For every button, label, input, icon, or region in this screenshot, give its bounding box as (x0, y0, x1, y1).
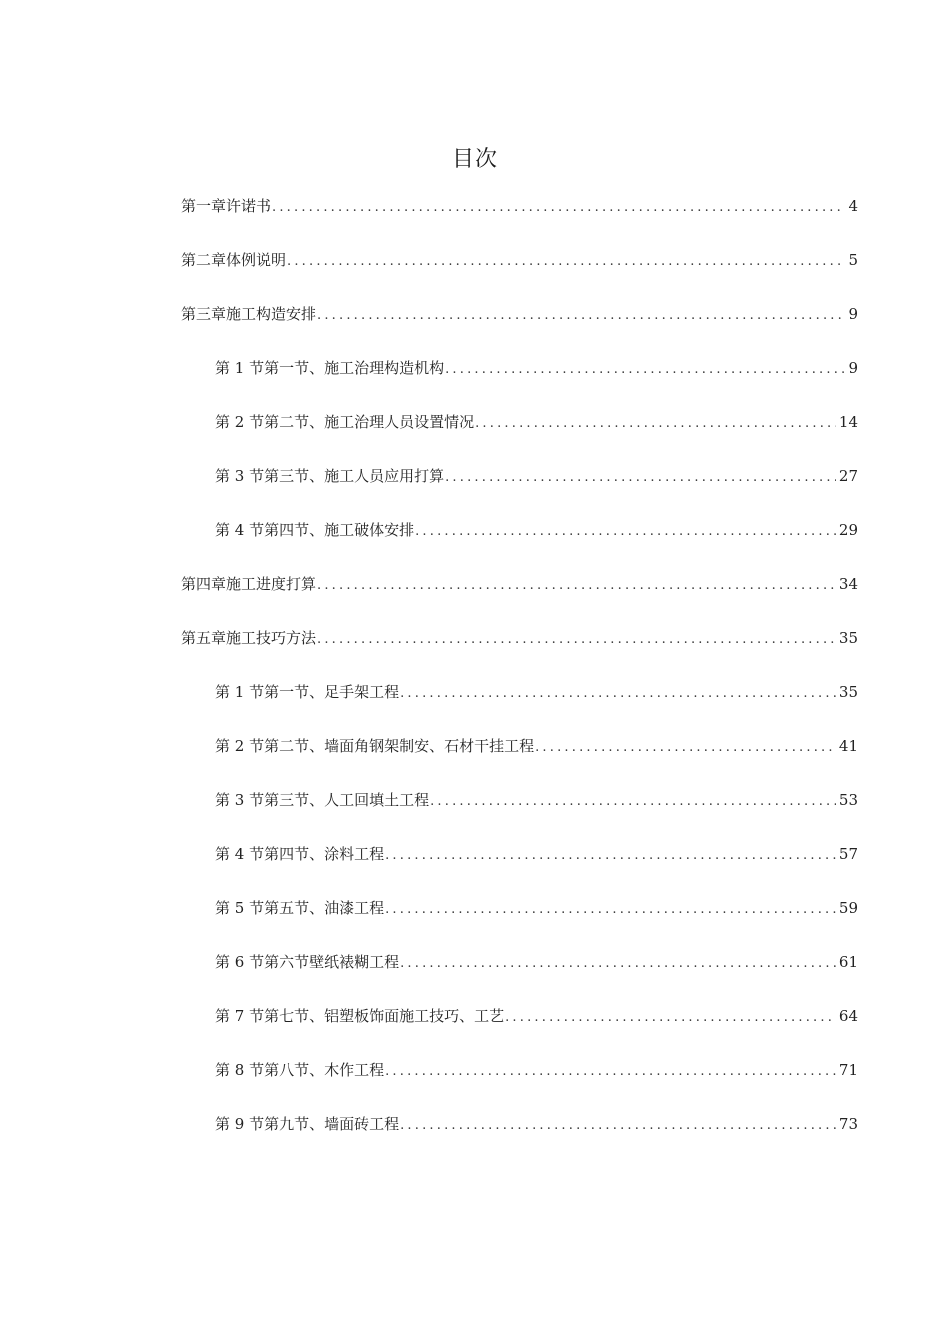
toc-entry-label: 第 4 节第四节、施工破体安排 (215, 521, 415, 539)
toc-entry-label: 第 6 节第六节壁纸裱糊工程 (215, 953, 400, 971)
toc-page-number: 14 (838, 413, 858, 431)
toc-entry-section-5-1[interactable] (215, 680, 858, 704)
toc-dot-leader (445, 358, 845, 382)
toc-entry-chapter-3[interactable] (181, 302, 858, 326)
toc-dot-leader (400, 1114, 836, 1138)
toc-entry-label: 第 8 节第八节、木作工程 (215, 1061, 385, 1079)
toc-entry-label: 第一章许诺书 (181, 197, 272, 215)
toc-page-number: 57 (838, 845, 858, 863)
toc-page-number: 59 (838, 899, 858, 917)
toc-page-number: 35 (838, 683, 858, 701)
toc-entry-section-3-1[interactable] (215, 356, 858, 380)
page-title: 目次 (451, 147, 498, 172)
toc-page-number: 61 (838, 953, 858, 971)
toc-entry-label: 第 7 节第七节、铝塑板饰面施工技巧、工艺 (215, 1007, 505, 1025)
toc-entry-label: 第二章体例说明 (181, 251, 287, 269)
toc-page-number: 9 (848, 359, 858, 377)
toc-dot-leader (317, 304, 845, 328)
toc-page-number: 35 (838, 629, 858, 647)
toc-page-number: 5 (848, 251, 858, 269)
toc-dot-leader (430, 790, 836, 814)
toc-entry-chapter-4[interactable] (181, 572, 858, 596)
toc-dot-leader (385, 1060, 836, 1084)
toc-entry-label: 第 3 节第三节、人工回填土工程 (215, 791, 430, 809)
toc-dot-leader (475, 412, 836, 436)
toc-dot-leader (400, 682, 836, 706)
toc-entry-section-5-2[interactable] (215, 734, 858, 758)
toc-dot-leader (287, 250, 845, 274)
toc-entry-section-3-2[interactable] (215, 410, 858, 434)
toc-entry-label: 第三章施工构造安排 (181, 305, 317, 323)
toc-entry-label: 第四章施工进度打算 (181, 575, 317, 593)
toc-entry-section-5-5[interactable] (215, 896, 858, 920)
toc-entry-label: 第 2 节第二节、施工治理人员设置情况 (215, 413, 475, 431)
toc-entry-label: 第 4 节第四节、涂料工程 (215, 845, 385, 863)
toc-page-number: 34 (838, 575, 858, 593)
toc-entry-section-5-3[interactable] (215, 788, 858, 812)
toc-dot-leader (505, 1006, 836, 1030)
toc-dot-leader (272, 196, 845, 220)
toc-page-number: 27 (838, 467, 858, 485)
toc-dot-leader (445, 466, 836, 490)
toc-entry-chapter-2[interactable] (181, 248, 858, 272)
toc-dot-leader (535, 736, 836, 760)
toc-entry-chapter-5[interactable] (181, 626, 858, 650)
toc-entry-label: 第 9 节第九节、墙面砖工程 (215, 1115, 400, 1133)
toc-page-number: 41 (838, 737, 858, 755)
toc-page-number: 71 (838, 1061, 858, 1079)
toc-dot-leader (385, 898, 836, 922)
toc-page-number: 29 (838, 521, 858, 539)
toc-entry-section-5-9[interactable] (215, 1112, 858, 1136)
toc-entry-label: 第 5 节第五节、油漆工程 (215, 899, 385, 917)
toc-entry-label: 第 3 节第三节、施工人员应用打算 (215, 467, 445, 485)
toc-entry-section-5-8[interactable] (215, 1058, 858, 1082)
toc-page-number: 9 (848, 305, 858, 323)
toc-dot-leader (415, 520, 836, 544)
toc-entry-section-3-4[interactable] (215, 518, 858, 542)
toc-entry-section-3-3[interactable] (215, 464, 858, 488)
toc-entry-chapter-1[interactable] (181, 194, 858, 218)
toc-entry-label: 第 1 节第一节、足手架工程 (215, 683, 400, 701)
toc-entry-label: 第 1 节第一节、施工治理构造机构 (215, 359, 445, 377)
toc-dot-leader (385, 844, 836, 868)
toc-page-number: 73 (838, 1115, 858, 1133)
toc-entry-section-5-6[interactable] (215, 950, 858, 974)
toc-page-number: 53 (838, 791, 858, 809)
toc-entry-label: 第五章施工技巧方法 (181, 629, 317, 647)
toc-page-number: 4 (848, 197, 858, 215)
toc-entry-section-5-4[interactable] (215, 842, 858, 866)
toc-page-number: 64 (838, 1007, 858, 1025)
toc-dot-leader (400, 952, 836, 976)
toc-entry-label: 第 2 节第二节、墙面角钢架制安、石材干挂工程 (215, 737, 535, 755)
toc-dot-leader (317, 628, 836, 652)
toc-dot-leader (317, 574, 836, 598)
toc-entry-section-5-7[interactable] (215, 1004, 858, 1028)
